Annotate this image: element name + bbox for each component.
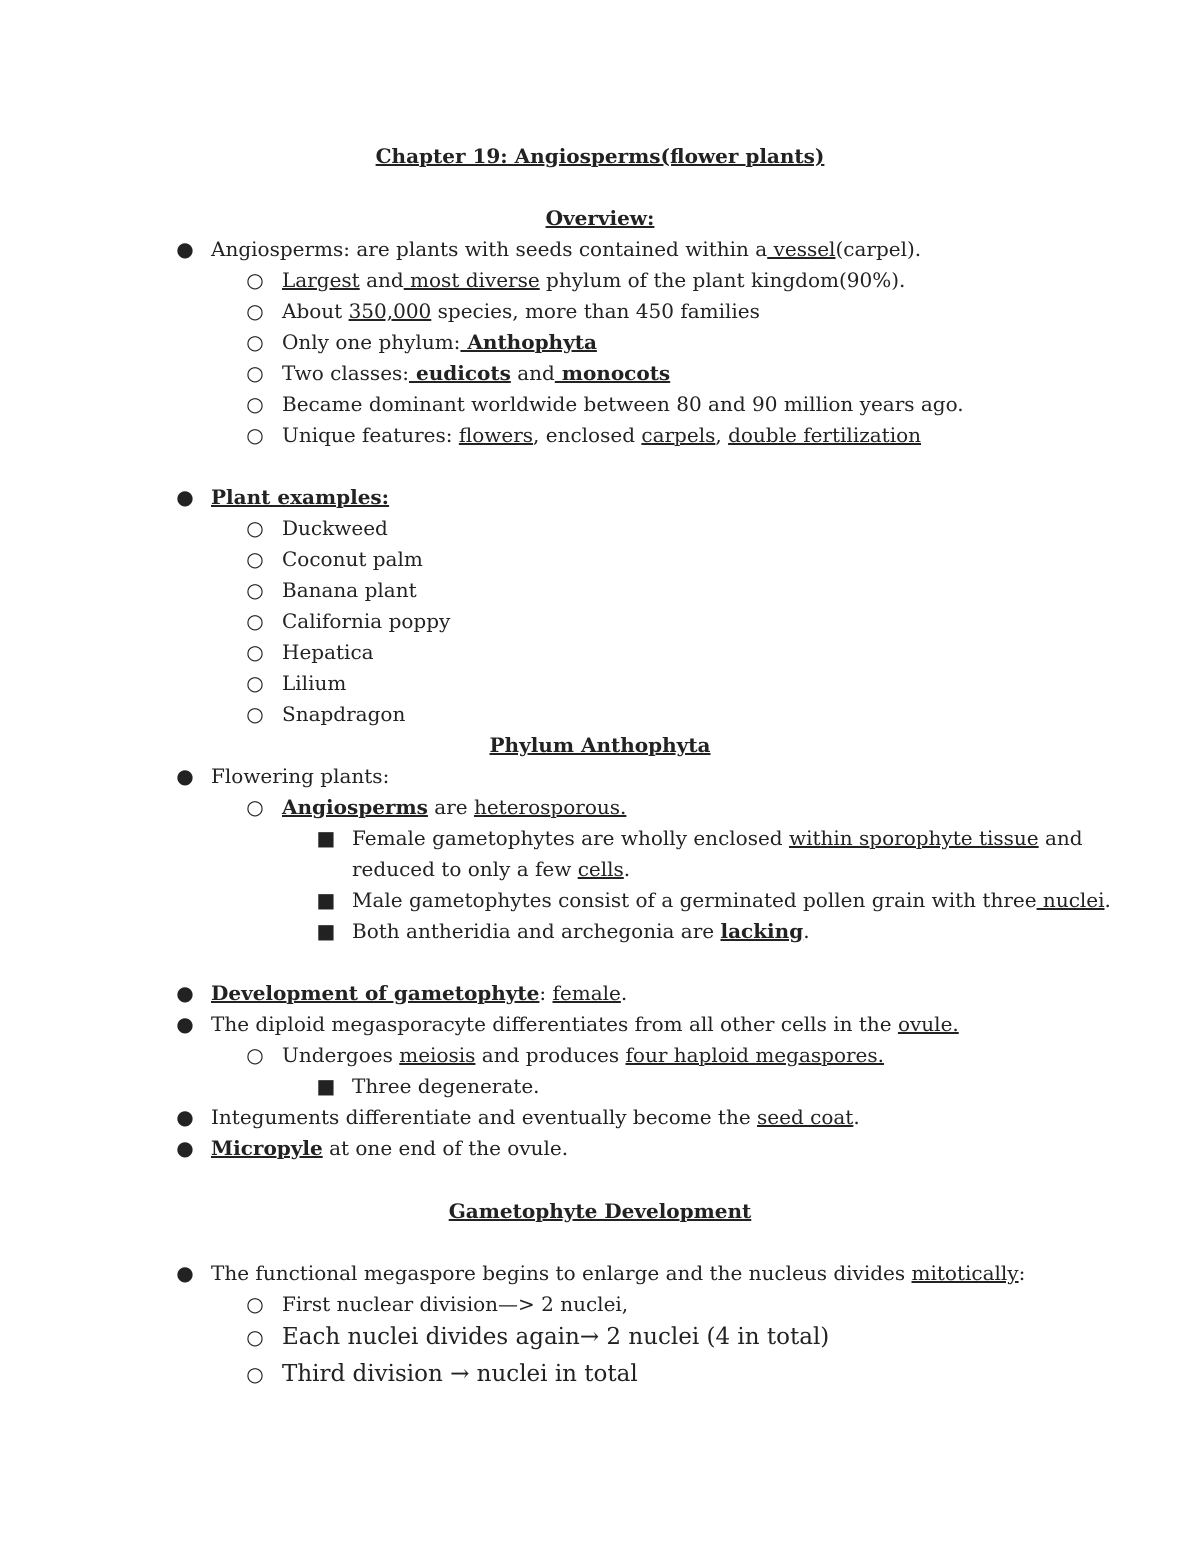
circle-bullet-icon: ○ <box>246 516 264 540</box>
overview-unique: Unique features: flowers, enclosed carpels, double fertilization <box>282 423 922 447</box>
meiosis-line: Undergoes meiosis and produces four haploid megaspores. <box>282 1043 884 1067</box>
list-item: Snapdragon <box>282 702 406 726</box>
circle-bullet-icon: ○ <box>246 1292 264 1316</box>
antheridia-line: Both antheridia and archegonia are lacking. <box>352 919 810 943</box>
circle-bullet-icon: ○ <box>246 702 264 726</box>
bullet-icon: ● <box>176 1136 194 1160</box>
integuments-line: Integuments differentiate and eventually become the seed coat. <box>211 1105 860 1129</box>
functional-line: The functional megaspore begins to enlarge and the nucleus divides mitotically: <box>211 1261 1026 1285</box>
circle-bullet-icon: ○ <box>246 578 264 602</box>
list-item: Hepatica <box>282 640 374 664</box>
overview-largest: Largest and most diverse phylum of the plant kingdom(90%). <box>282 268 906 292</box>
circle-bullet-icon: ○ <box>246 547 264 571</box>
list-item: Lilium <box>282 671 347 695</box>
circle-bullet-icon: ○ <box>246 268 264 292</box>
list-item: California poppy <box>282 609 451 633</box>
bullet-icon: ● <box>176 1261 194 1285</box>
overview-phylum: Only one phylum: Anthophyta <box>282 330 597 354</box>
circle-bullet-icon: ○ <box>246 392 264 416</box>
square-bullet-icon: ■ <box>316 919 336 943</box>
overview-classes: Two classes: eudicots and monocots <box>282 361 671 385</box>
micropyle-line: Micropyle at one end of the ovule. <box>211 1136 569 1160</box>
document-title: Chapter 19: Angiosperms(flower plants) <box>375 144 825 168</box>
overview-species: About 350,000 species, more than 450 families <box>282 299 760 323</box>
diploid-line: The diploid megasporacyte differentiates from all other cells in the ovule. <box>211 1012 959 1036</box>
square-bullet-icon: ■ <box>316 888 336 912</box>
heterosporous-line: Angiosperms are heterosporous. <box>282 795 627 819</box>
list-item: Duckweed <box>282 516 388 540</box>
circle-bullet-icon: ○ <box>246 299 264 323</box>
bullet-icon: ● <box>176 485 194 509</box>
phylum-heading: Phylum Anthophyta <box>489 733 711 757</box>
circle-bullet-icon: ○ <box>246 640 264 664</box>
bullet-icon: ● <box>176 1105 194 1129</box>
circle-bullet-icon: ○ <box>246 1043 264 1067</box>
circle-bullet-icon: ○ <box>246 1325 264 1349</box>
female-gametophyte-line-cont: reduced to only a few cells. <box>352 857 631 881</box>
gametophyte-heading: Gametophyte Development <box>448 1199 752 1223</box>
examples-heading: Plant examples: <box>211 485 390 509</box>
female-gametophyte-line: Female gametophytes are wholly enclosed within sporophyte tissue and <box>352 826 1083 850</box>
circle-bullet-icon: ○ <box>246 795 264 819</box>
bullet-icon: ● <box>176 764 194 788</box>
square-bullet-icon: ■ <box>316 826 336 850</box>
bullet-icon: ● <box>176 1012 194 1036</box>
flowering-plants: Flowering plants: <box>211 764 390 788</box>
male-gametophyte-line: Male gametophytes consist of a germinated pollen grain with three nuclei. <box>352 888 1111 912</box>
list-item: Banana plant <box>282 578 417 602</box>
overview-intro: Angiosperms: are plants with seeds contained within a vessel(carpel). <box>211 237 922 261</box>
circle-bullet-icon: ○ <box>246 423 264 447</box>
circle-bullet-icon: ○ <box>246 1362 264 1386</box>
bullet-icon: ● <box>176 981 194 1005</box>
circle-bullet-icon: ○ <box>246 671 264 695</box>
overview-dominant: Became dominant worldwide between 80 and 90 million years ago. <box>282 392 964 416</box>
third-division-line: Third division → nuclei in total <box>282 1361 638 1387</box>
circle-bullet-icon: ○ <box>246 330 264 354</box>
degenerate-line: Three degenerate. <box>352 1074 540 1098</box>
development-line: Development of gametophyte: female. <box>211 981 628 1005</box>
circle-bullet-icon: ○ <box>246 361 264 385</box>
second-division-line: Each nuclei divides again→ 2 nuclei (4 in total) <box>282 1324 830 1350</box>
overview-heading: Overview: <box>545 206 655 230</box>
bullet-icon: ● <box>176 237 194 261</box>
circle-bullet-icon: ○ <box>246 609 264 633</box>
list-item: Coconut palm <box>282 547 423 571</box>
square-bullet-icon: ■ <box>316 1074 336 1098</box>
first-division-line: First nuclear division—> 2 nuclei, <box>282 1292 629 1316</box>
